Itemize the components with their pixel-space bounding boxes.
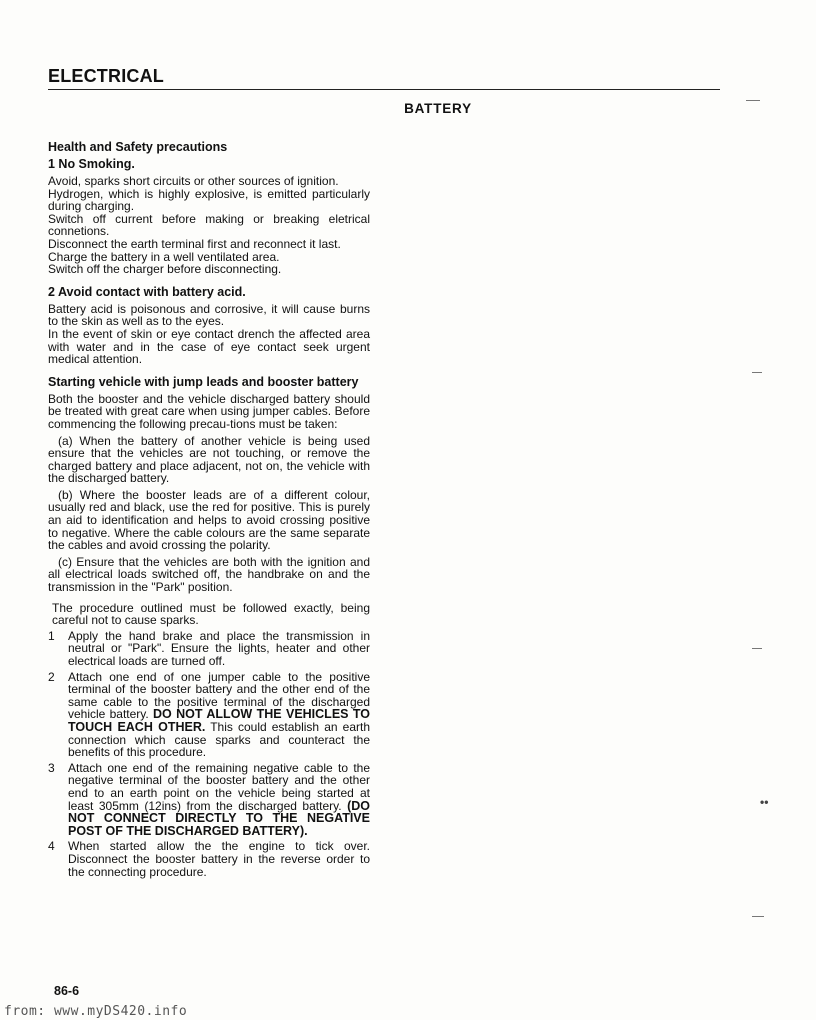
margin-mark: •• bbox=[760, 795, 769, 809]
paragraph: Disconnect the earth terminal first and reconnect it last. bbox=[48, 236, 341, 251]
paragraph: Both the booster and the vehicle discharged battery should be treated with great care when using jumper cables. Before commencing the following precau-tions must be taken: bbox=[48, 391, 370, 431]
source-watermark: from: www.myDS420.info bbox=[4, 1004, 188, 1019]
list-item bbox=[48, 630, 370, 668]
step-text bbox=[68, 671, 370, 759]
precaution-b: (b) Where the booster leads are of a different colour, usually red and black, use the red for positive. This is purely an aid to identification and helps to avoid crossing positive to negative. Where the cable colours are the same separate the cables and avoid crossing the polarity. bbox=[48, 487, 370, 553]
step-warning: DO NOT ALLOW THE VEHICLES TO TOUCH EACH OTHER. bbox=[68, 707, 370, 734]
paragraph: Avoid, sparks short circuits or other sources of ignition. bbox=[48, 174, 339, 188]
page-number: 86-6 bbox=[54, 984, 80, 998]
step-number: 1 bbox=[48, 628, 55, 643]
section-heading: ELECTRICAL bbox=[48, 66, 164, 86]
list-item bbox=[48, 840, 370, 878]
precaution-a: (a) When the battery of another vehicle is being used ensure that the vehicles are not touching, or remove the charged battery and place adjacent, not on, the vehicle with the discharged battery. bbox=[48, 433, 370, 486]
step-text-part: Attach one end of one jumper cable to the positive terminal of the booster battery and the other end of the same cable to the positive terminal of the discharged vehicle battery. bbox=[68, 669, 370, 722]
step-number: 3 bbox=[48, 760, 55, 775]
step-number: 4 bbox=[48, 839, 55, 854]
health-safety-heading: Health and Safety precautions bbox=[48, 140, 228, 154]
step-warning: (DO NOT CONNECT DIRECTLY TO THE NEGATIVE POST OF THE DISCHARGED BATTERY). bbox=[68, 798, 370, 838]
list-item bbox=[48, 671, 370, 759]
no-smoking-heading: 1 No Smoking. bbox=[48, 157, 135, 171]
jump-leads-heading: Starting vehicle with jump leads and booster battery bbox=[48, 374, 359, 389]
step-number: 2 bbox=[48, 669, 55, 684]
step-text: Apply the hand brake and place the transmission in neutral or "Park". Ensure the lights, heater and other electrical loads are turned off. bbox=[68, 628, 370, 668]
paragraph: Battery acid is poisonous and corrosive, it will cause burns to the skin as well as to the eyes. bbox=[48, 301, 370, 329]
paragraph: In the event of skin or eye contact drench the affected area with water and in the case of eye contact seek urgent medical attention. bbox=[48, 326, 370, 367]
text-column bbox=[48, 141, 370, 878]
step-text-part: This could establish an earth connection which cause sparks and counteract the benefits of this procedure. bbox=[68, 719, 370, 760]
step-text bbox=[68, 762, 370, 838]
step-text: When started allow the the engine to tick over. Disconnect the booster battery in the reverse order to the connecting procedure. bbox=[68, 839, 370, 879]
header-rule bbox=[48, 89, 720, 90]
paragraph: Charge the battery in a well ventilated area. bbox=[48, 249, 280, 264]
list-item bbox=[48, 762, 370, 838]
precaution-c: (c) Ensure that the vehicles are both with the ignition and all electrical loads switched off, the handbrake on and the transmission in the "Park" position. bbox=[48, 554, 370, 595]
page-title: BATTERY bbox=[404, 101, 472, 116]
margin-mark bbox=[752, 372, 762, 373]
margin-mark bbox=[746, 100, 760, 101]
paragraph: Hydrogen, which is highly explosive, is emitted particularly during charging. bbox=[48, 186, 370, 214]
margin-mark bbox=[752, 648, 762, 649]
margin-mark bbox=[752, 916, 764, 917]
paragraph: Switch off current before making or breaking eletrical connetions. bbox=[48, 211, 370, 239]
battery-acid-heading: 2 Avoid contact with battery acid. bbox=[48, 284, 246, 299]
procedure-intro: The procedure outlined must be followed exactly, being careful not to cause sparks. bbox=[52, 600, 370, 628]
procedure-steps bbox=[48, 630, 370, 878]
paragraph: Switch off the charger before disconnecting. bbox=[48, 262, 282, 277]
step-text-part: Attach one end of the remaining negative cable to the negative terminal of the booster battery and the other end to an earth point on the vehicle being started at least 305mm (12ins) from the discharged battery. bbox=[68, 760, 370, 813]
